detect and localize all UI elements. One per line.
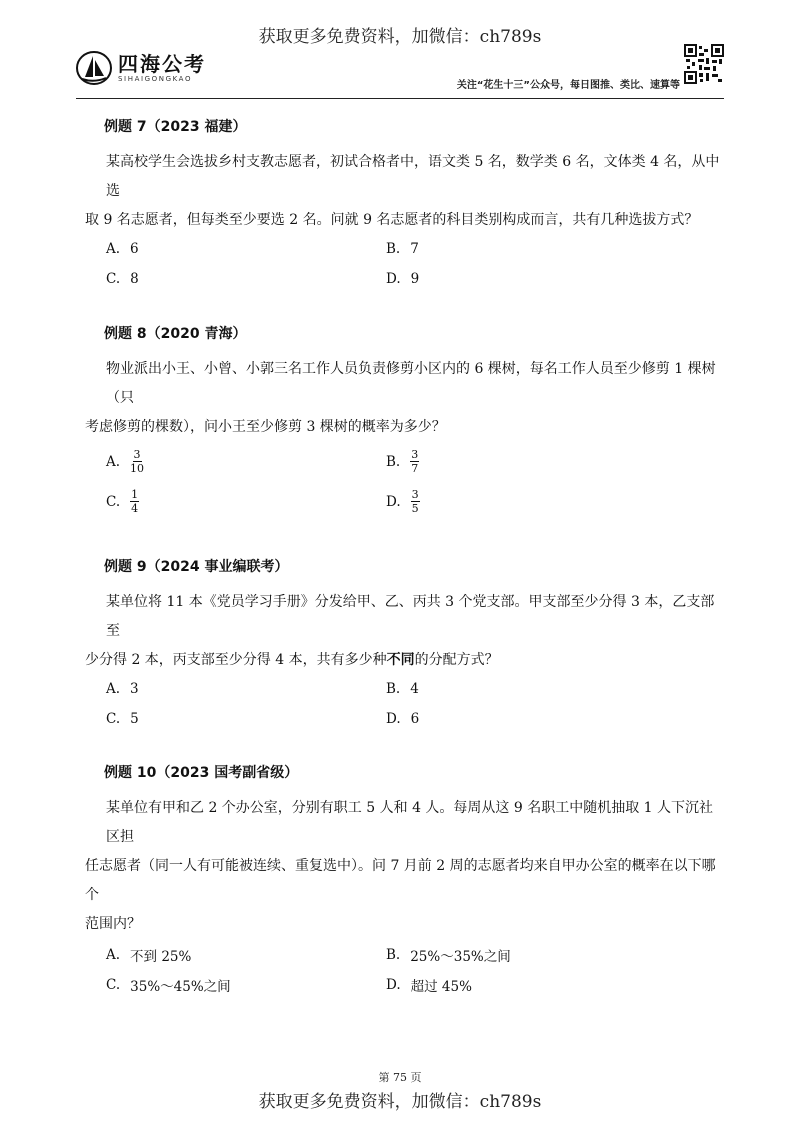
option-a[interactable] [106,448,144,475]
stem-line: 任志愿者（同一人有可能被连续、重复选中）。问 7 月前 2 周的志愿者均来自甲办公室的概率在以下哪个 [85,858,716,903]
emphasis-text: 不同 [386,652,415,668]
option-text: 35%～45%之间 [130,979,231,995]
option-letter: A. [106,241,121,257]
option-letter: D. [386,271,401,287]
option-letter: B. [386,681,401,697]
question-title: 例题 10（2023 国考副省级） [104,765,299,781]
numerator: 3 [133,448,141,461]
stem-line: 某单位将 11 本《党员学习手册》分发给甲、乙、丙共 3 个党支部。甲支部至少分得 3 本，乙支部至 [106,594,715,639]
question-10 [85,762,726,1005]
option-c[interactable] [106,488,139,515]
option-a[interactable] [106,241,139,257]
denominator: 5 [411,502,419,515]
logo [76,50,206,86]
bottom-banner: 获取更多免费资料，加微信：ch789s [258,1092,542,1112]
page-number: 第 75 页 [378,1071,422,1084]
stem-text: 的分配方式？ [414,652,499,668]
option-d[interactable] [386,271,419,287]
option-letter: A. [106,681,121,697]
option-d[interactable] [386,488,420,515]
option-b[interactable] [386,448,419,475]
question-title: 例题 9（2024 事业编联考） [104,559,289,575]
option-letter: C. [106,711,121,727]
option-text: 9 [410,271,420,287]
options [106,681,726,741]
option-text: 5 [130,711,139,727]
options [106,448,726,528]
option-letter: B. [386,453,401,470]
header-note: 关注“花生十三”公众号，每日图推、类比、速算等 [456,80,680,91]
numerator: 3 [411,488,419,501]
denominator: 4 [131,502,139,515]
option-letter: D. [386,493,401,510]
denominator: 10 [130,462,145,475]
option-b[interactable] [386,945,511,965]
question-stem [85,355,726,442]
question-9 [85,556,726,741]
qr-code-icon [684,44,724,84]
question-title: 例题 8（2020 青海） [104,326,247,342]
top-banner: 获取更多免费资料，加微信：ch789s [258,27,542,47]
stem-line: 取 9 名志愿者，但每类至少要选 2 名。问就 9 名志愿者的科目类别构成而言，共有几种选拔方式？ [85,212,699,228]
option-letter: B. [386,947,401,963]
option-text: 7 [410,241,419,257]
fraction [130,448,144,475]
option-c[interactable] [106,711,139,727]
option-letter: C. [106,493,121,510]
option-letter: A. [106,453,121,470]
option-text: 25%～35%之间 [410,949,511,965]
option-text: 8 [130,271,139,287]
question-stem [85,148,726,235]
option-text: 6 [130,241,139,257]
option-c[interactable] [106,975,231,995]
stem-line: 范围内？ [85,916,141,932]
option-letter: C. [106,977,121,993]
question-title: 例题 7（2023 福建） [104,119,247,135]
option-a[interactable] [106,681,139,697]
logo-chinese: 四海公考 [118,52,206,76]
question-7 [85,116,726,301]
sail-logo-icon [76,50,112,86]
option-d[interactable] [386,711,419,727]
options [106,945,726,1005]
options [106,241,726,301]
option-b[interactable] [386,681,419,697]
stem-line: 某单位有甲和乙 2 个办公室，分别有职工 5 人和 4 人。每周从这 9 名职工中随机抽取 1 人下沉社区担 [106,800,714,845]
question-8 [85,323,726,528]
numerator: 1 [131,488,139,501]
numerator: 3 [411,448,419,461]
option-c[interactable] [106,271,139,287]
stem-line: 物业派出小王、小曾、小郭三名工作人员负责修剪小区内的 6 棵树，每名工作人员至少修剪 1 棵树（只 [106,361,716,406]
stem-text: 少分得 2 本，丙支部至少分得 4 本，共有多少种 [85,652,387,668]
header-divider [76,98,724,99]
stem-line: 某高校学生会选拔乡村支教志愿者，初试合格者中，语文类 5 名，数学类 6 名，文体类 4 名，从中选 [106,154,720,199]
stem-line: 考虑修剪的棵数），问小王至少修剪 3 棵树的概率为多少？ [85,419,446,435]
option-text: 3 [130,681,139,697]
question-stem [85,588,726,675]
page-header [76,44,724,98]
logo-english: SIHAIGONGKAO [118,75,193,83]
option-d[interactable] [386,975,472,995]
stem-line [85,646,726,675]
option-b[interactable] [386,241,419,257]
option-text: 不到 25% [130,949,192,965]
denominator: 7 [411,462,419,475]
option-text: 超过 45% [410,979,472,995]
option-letter: B. [386,241,401,257]
option-text: 4 [410,681,419,697]
option-a[interactable] [106,945,191,965]
option-letter: C. [106,271,121,287]
option-letter: D. [386,711,401,727]
fraction [411,488,420,515]
fraction [130,488,139,515]
fraction [410,448,419,475]
option-letter: D. [386,977,401,993]
option-text: 6 [410,711,420,727]
question-stem [85,794,726,939]
option-letter: A. [106,947,121,963]
